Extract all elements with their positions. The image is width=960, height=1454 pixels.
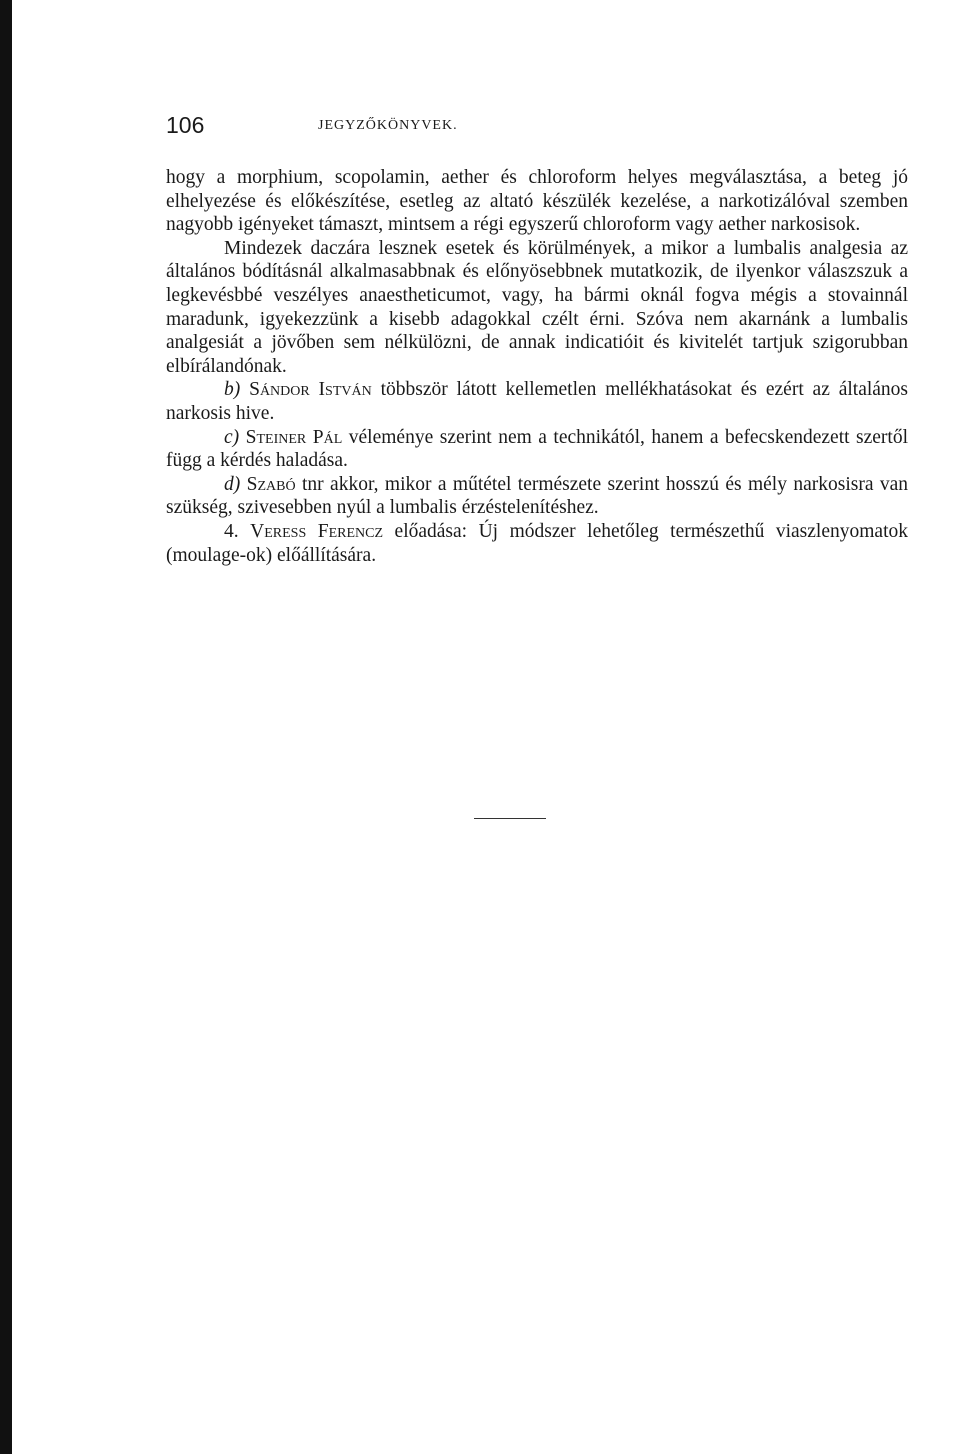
page-border xyxy=(0,0,12,1454)
speaker-name: Sándor István xyxy=(249,379,372,401)
paragraph-6 xyxy=(166,520,908,567)
section-rule xyxy=(474,818,546,819)
paragraph-2: Mindezek daczára lesznek esetek és körülmények, a mikor a lumbalis analgesia az általános bódításnál alkalmasabbnak és előnyösebbnek mutatkozik, de ilyenkor válaszszuk a legkevésbbé veszélyes anaestheticumot, vagy, ha bármi oknál fogva mégis a stovainnál maradunk, igyekezzünk a kisebb adagokkal czélt érni. Szóva nem akarnánk a lumbalis analgesiát a jövőben sem nélkülözni, de annak indicatióit és kivitelét tartjuk szigorubban elbírálandónak. xyxy=(166,237,908,377)
item-marker-b: b) xyxy=(224,379,241,401)
running-head: JEGYZŐKÖNYVEK. xyxy=(318,118,458,133)
item-marker-d: d) xyxy=(224,473,241,495)
paragraph-4 xyxy=(166,426,908,473)
speaker-name: Szabó xyxy=(246,473,296,495)
paragraph-1: hogy a morphium, scopolamin, aether és chloroform helyes megválasztása, a beteg jó elhelyezése és előkészítése, esetleg az altató készülék kezelése, a narkotizálóval szemben nagyobb igényeket támaszt, mintsem a régi egyszerű chloroform vagy aether narkosisok. xyxy=(166,167,908,236)
paragraph-text: véleménye szerint nem a technikától, hanem a befecskendezett szertől függ a kérdés haladása. xyxy=(166,426,909,472)
paragraph-text: előadása: Új módszer lehetőleg természethű viaszlenyomatok (moulage-ok) előállítására. xyxy=(166,520,908,566)
paragraph-text: tnr akkor, mikor a műtétel természete szerint hosszú és mély narkosisra van szükség, szivesebben nyúl a lumbalis érzéstelenítéshez. xyxy=(166,473,909,519)
item-marker-c: c) xyxy=(224,426,240,448)
speaker-name: Veress Ferencz xyxy=(250,520,384,542)
paragraph-3 xyxy=(166,378,908,425)
item-marker-4: 4. xyxy=(224,520,239,542)
speaker-name: Steiner Pál xyxy=(245,426,343,448)
body-text xyxy=(166,166,908,567)
paragraph-text: többször látott kellemetlen mellékhatásokat és ezért az általános narkosis hive. xyxy=(166,379,909,424)
page-number: 106 xyxy=(166,112,205,138)
paragraph-5 xyxy=(166,473,908,520)
